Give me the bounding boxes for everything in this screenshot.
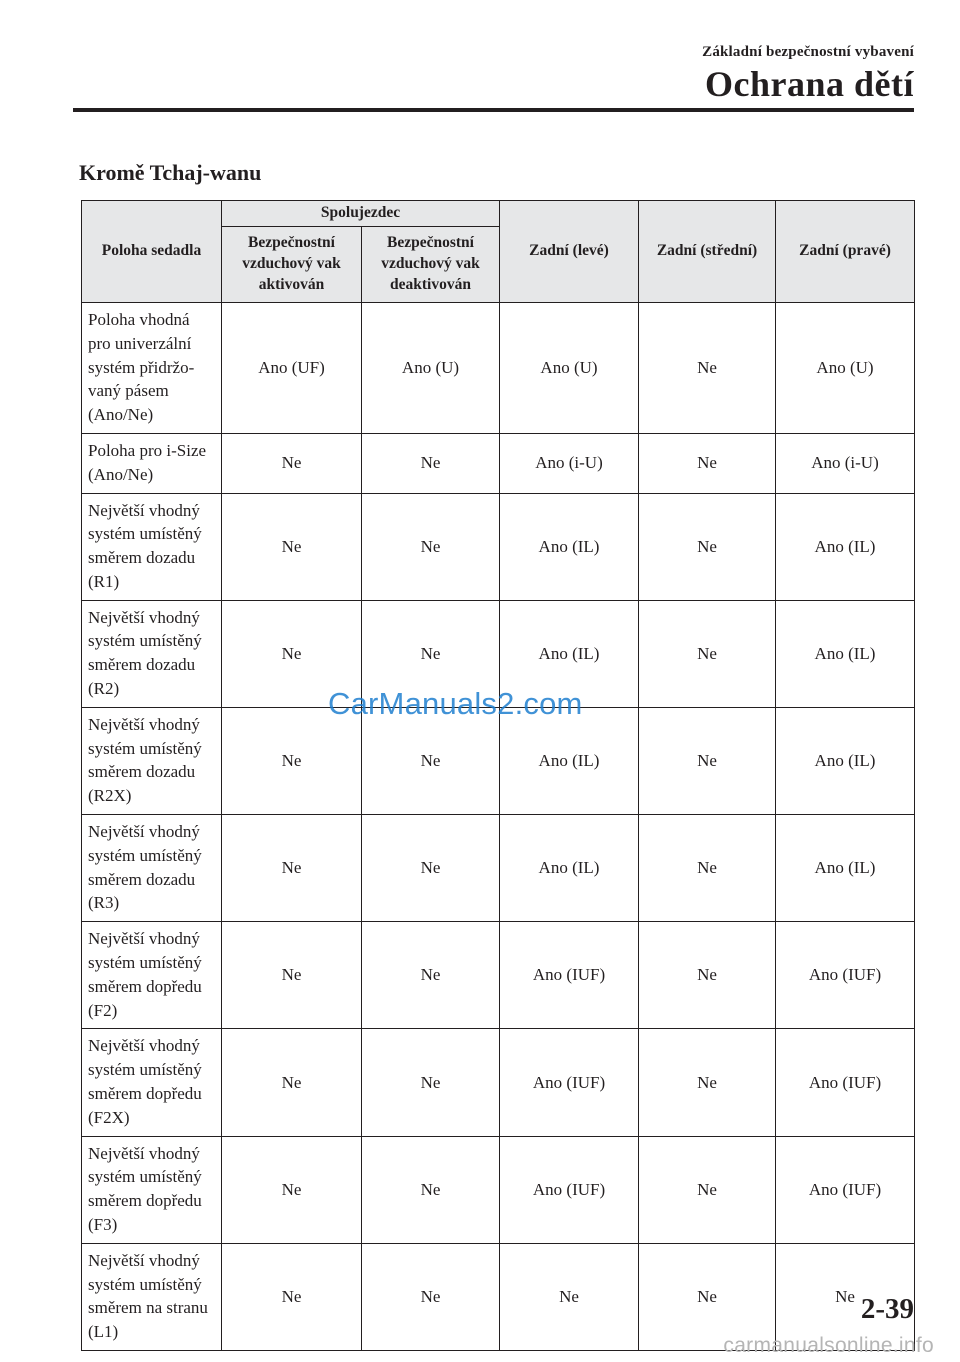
table-row xyxy=(82,433,915,493)
table-cell: Ano (IL) xyxy=(500,493,639,600)
row-label-line: Poloha vhodná xyxy=(88,309,190,329)
row-label-line: (Ano/Ne) xyxy=(88,464,154,484)
table-cell: Ano (IUF) xyxy=(500,922,639,1029)
section-label: Základní bezpečnostní vybavení xyxy=(702,44,914,60)
row-label xyxy=(82,1243,222,1350)
row-label xyxy=(82,302,222,433)
row-label-line: směrem dozadu xyxy=(88,762,196,782)
table-cell: Ano (IL) xyxy=(776,600,915,707)
table-cell: Ne xyxy=(222,600,362,707)
row-label xyxy=(82,433,222,493)
table-cell: Ano (IUF) xyxy=(500,1029,639,1136)
table-row xyxy=(82,707,915,814)
table-cell: Ano (IL) xyxy=(776,815,915,922)
table-cell: Ne xyxy=(222,922,362,1029)
row-label-line: (Ano/Ne) xyxy=(88,405,154,425)
row-label xyxy=(82,707,222,814)
table-cell: Ne xyxy=(362,600,500,707)
row-label-line: systém umístěný xyxy=(88,738,202,758)
row-label-line: Největší vhodný xyxy=(88,607,200,627)
table-row xyxy=(82,1029,915,1136)
table-cell: Ne xyxy=(362,1029,500,1136)
table-cell: Ano (U) xyxy=(776,302,915,433)
table-cell: Ne xyxy=(362,707,500,814)
table-cell: Ne xyxy=(500,1243,639,1350)
row-label-line: (L1) xyxy=(88,1322,119,1342)
table-cell: Ne xyxy=(776,1243,915,1350)
table-cell: Ano (i-U) xyxy=(500,433,639,493)
header-airbag-deactivated: Bezpečnostní vzduchový vak deaktivován xyxy=(362,226,500,302)
table-cell: Ne xyxy=(222,493,362,600)
table-cell: Ne xyxy=(362,815,500,922)
footer-site-link[interactable]: carmanualsonline.info xyxy=(723,1334,934,1357)
row-label-line: vaný pásem xyxy=(88,381,169,401)
table-cell: Ne xyxy=(222,815,362,922)
table-cell: Ne xyxy=(362,1136,500,1243)
row-label-line: směrem dozadu xyxy=(88,548,196,568)
table-cell: Ano (IUF) xyxy=(776,1029,915,1136)
table-cell: Ne xyxy=(222,1029,362,1136)
header-rear-left: Zadní (levé) xyxy=(500,201,639,303)
table-cell: Ano (IL) xyxy=(500,707,639,814)
header-rear-right: Zadní (pravé) xyxy=(776,201,915,303)
table-cell: Ne xyxy=(639,433,776,493)
table-cell: Ne xyxy=(639,707,776,814)
table-cell: Ne xyxy=(222,433,362,493)
table-cell: Ne xyxy=(362,1243,500,1350)
row-label-line: (F2X) xyxy=(88,1107,130,1127)
row-label-line: (R1) xyxy=(88,571,120,591)
row-label-line: směrem na stranu xyxy=(88,1298,208,1318)
row-label-line: Největší vhodný xyxy=(88,714,200,734)
row-label-line: (F2) xyxy=(88,1000,118,1020)
row-label-line: Největší vhodný xyxy=(88,500,200,520)
row-label-line: pro univerzální xyxy=(88,333,192,353)
table-cell: Ano (IL) xyxy=(500,815,639,922)
row-label-line: (R3) xyxy=(88,893,120,913)
row-label xyxy=(82,600,222,707)
table-cell: Ne xyxy=(222,707,362,814)
row-label xyxy=(82,493,222,600)
row-label-line: směrem dozadu xyxy=(88,869,196,889)
table-cell: Ano (IL) xyxy=(776,493,915,600)
row-label-line: Poloha pro i-Size xyxy=(88,440,207,460)
table-cell: Ne xyxy=(639,922,776,1029)
table-row xyxy=(82,815,915,922)
row-label-line: Největší vhodný xyxy=(88,1250,200,1270)
row-label-line: Největší vhodný xyxy=(88,929,200,949)
row-label-line: směrem dozadu xyxy=(88,655,196,675)
chapter-title: Ochrana dětí xyxy=(705,64,914,104)
table-cell: Ano (IUF) xyxy=(500,1136,639,1243)
row-label-line: Největší vhodný xyxy=(88,1036,200,1056)
row-label-line: směrem dopředu xyxy=(88,1084,202,1104)
row-label xyxy=(82,815,222,922)
header-divider xyxy=(73,108,914,112)
row-label-line: systém umístěný xyxy=(88,1060,202,1080)
row-label xyxy=(82,1029,222,1136)
row-label xyxy=(82,1136,222,1243)
row-label-line: Největší vhodný xyxy=(88,822,200,842)
table-cell: Ano (UF) xyxy=(222,302,362,433)
row-label-line: směrem dopředu xyxy=(88,1191,202,1211)
table-row xyxy=(82,302,915,433)
row-label-line: systém umístěný xyxy=(88,953,202,973)
table-cell: Ne xyxy=(362,493,500,600)
table-body xyxy=(82,302,915,1350)
table-cell: Ano (IUF) xyxy=(776,1136,915,1243)
table-cell: Ano (i-U) xyxy=(776,433,915,493)
table-cell: Ano (IL) xyxy=(500,600,639,707)
table-cell: Ne xyxy=(639,1029,776,1136)
row-label-line: (F3) xyxy=(88,1215,118,1235)
page-number: 2-39 xyxy=(860,1293,914,1325)
header-airbag-activated: Bezpečnostní vzduchový vak aktivován xyxy=(222,226,362,302)
table-cell: Ano (U) xyxy=(362,302,500,433)
table-cell: Ne xyxy=(222,1243,362,1350)
child-seat-compatibility-table xyxy=(81,200,915,1351)
row-label-line: systém přidržo- xyxy=(88,357,195,377)
table-cell: Ano (IUF) xyxy=(776,922,915,1029)
table-cell: Ne xyxy=(639,1243,776,1350)
row-label-line: systém umístěný xyxy=(88,1167,202,1187)
row-label-line: systém umístěný xyxy=(88,524,202,544)
table-cell: Ne xyxy=(639,600,776,707)
table-row xyxy=(82,493,915,600)
table-cell: Ano (IL) xyxy=(776,707,915,814)
table-cell: Ne xyxy=(639,302,776,433)
subsection-title: Kromě Tchaj-wanu xyxy=(79,160,262,185)
header-rear-center: Zadní (střední) xyxy=(639,201,776,303)
row-label-line: systém umístěný xyxy=(88,631,202,651)
table-cell: Ne xyxy=(362,433,500,493)
row-label xyxy=(82,922,222,1029)
table-row xyxy=(82,1136,915,1243)
table-cell: Ne xyxy=(639,493,776,600)
row-label-line: (R2X) xyxy=(88,786,132,806)
header-seat-position: Poloha sedadla xyxy=(82,201,222,303)
row-label-line: systém umístěný xyxy=(88,1274,202,1294)
row-label-line: systém umístěný xyxy=(88,845,202,865)
table-cell: Ne xyxy=(222,1136,362,1243)
row-label-line: směrem dopředu xyxy=(88,976,202,996)
table-cell: Ano (U) xyxy=(500,302,639,433)
watermark: CarManuals2.com xyxy=(328,686,583,721)
table-cell: Ne xyxy=(362,922,500,1029)
table-row xyxy=(82,922,915,1029)
row-label-line: (R2) xyxy=(88,679,120,699)
row-label-line: Největší vhodný xyxy=(88,1143,200,1163)
table-cell: Ne xyxy=(639,815,776,922)
page-header xyxy=(702,44,914,105)
header-front-passenger: Spolujezdec xyxy=(222,201,500,227)
table-cell: Ne xyxy=(639,1136,776,1243)
